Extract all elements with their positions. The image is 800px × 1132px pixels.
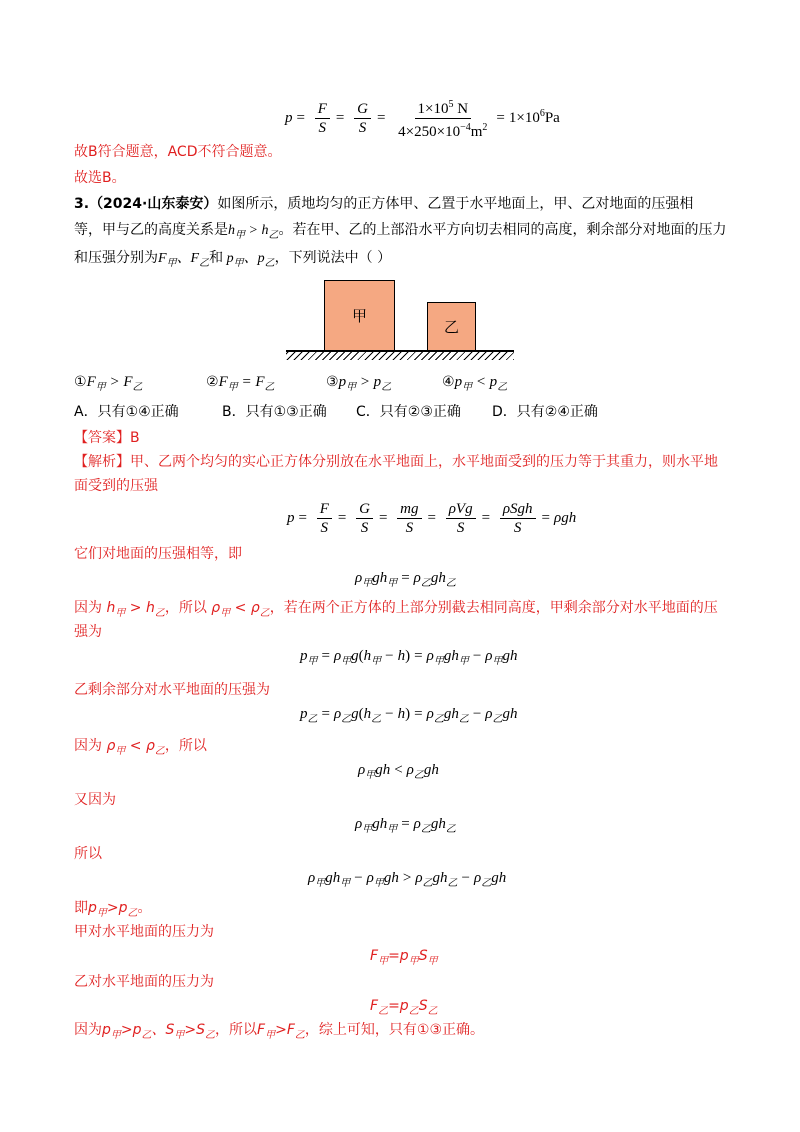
block-jia-label: 甲: [351, 307, 367, 325]
formula-jia-force: $F_甲=p_甲S_甲$: [370, 948, 438, 967]
analysis-line-1: 【解析】甲、乙两个均匀的实心正方体分别放在水平地面上，水平地面受到的压力等于其重力，则水平地: [74, 454, 718, 470]
formula-pressure-general: p = $\frac{F}{S}$ = $\frac{G}{S}$ = $\frac{mg}{S}$ = $\frac{\text{ρVg}}{S}$ = $\frac{\text{ρSgh}}{S}$ = ρgh: [287, 501, 577, 536]
formula-pressure-top: p = $\frac{F}{S}$ = $\frac{G}{S}$ = $\frac{1\times 10^5 N}{4\times 250\times 10^{-4}m^2}$ = $1\times 10^6Pa$: [285, 96, 560, 141]
analysis-so: 所以: [74, 846, 102, 862]
question-line-2: 等，甲与乙的高度关系是$h_甲 > h_乙$。若在甲、乙的上部沿水平方向切去相同的高度，剩余部分对地面的压力: [74, 222, 727, 241]
block-yi-label: 乙: [443, 318, 459, 336]
formula-jia-remain: $p_甲 = \rho_甲g(h_甲 - h) = \rho_甲gh_甲 - \rho_甲gh$: [300, 648, 518, 667]
analysis-because-1-cont: 强为: [74, 624, 102, 640]
formula-yi-remain: $p_乙 = \rho_乙g(h_乙 - h) = \rho_乙gh_乙 - \rho_乙gh$: [300, 706, 518, 725]
block-jia: [324, 280, 395, 351]
option-a: A．只有①④正确: [74, 404, 179, 420]
line-choose-b: 故选B。: [74, 170, 126, 186]
analysis-also: 又因为: [74, 792, 116, 808]
ground-hatch: [286, 352, 514, 360]
block-yi: [427, 302, 476, 351]
formula-equal: $\rho_甲gh_甲 = \rho_乙gh_乙$: [355, 570, 456, 589]
formula-density-compare: $\rho_甲gh < \rho_乙gh$: [358, 762, 439, 781]
analysis-equal-pressure: 它们对地面的压强相等，即: [74, 546, 242, 562]
analysis-conclusion: 即$p_甲>p_乙$。: [74, 900, 152, 919]
analysis-because-2: 因为 $\rho_甲 < \rho_乙$，所以: [74, 738, 207, 757]
answer-line: 【答案】B: [74, 430, 140, 446]
line-b-correct: 故B符合题意，ACD不符合题意。: [74, 144, 282, 160]
option-c: C．只有②③正确: [356, 404, 461, 420]
question-line-3: 和压强分别为$F_甲$、$F_乙$和 $p_甲$、$p_乙$，下列说法中（ ）: [74, 250, 392, 269]
analysis-because-1: 因为 $h_甲 > h_乙$，所以 $\rho_甲 < \rho_乙$，若在两个正方体的上部分别截去相同高度，甲剩余部分对水平地面的压: [74, 600, 718, 619]
formula-equal-2: $\rho_甲gh_甲 = \rho_乙gh_乙$: [355, 816, 456, 835]
formula-yi-force: $F_乙=p_乙S_乙$: [370, 998, 438, 1017]
option-d: D．只有②④正确: [492, 404, 598, 420]
formula-final-compare: $\rho_甲gh_甲 - \rho_甲gh > \rho_乙gh_乙 - \rho_乙gh$: [308, 870, 507, 889]
analysis-jia-force: 甲对水平地面的压力为: [74, 924, 214, 940]
analysis-yi-force: 乙对水平地面的压力为: [74, 974, 214, 990]
question-line-1: 3.（2024·山东泰安）如图所示，质地均匀的正方体甲、乙置于水平地面上，甲、乙对地面的压强相: [74, 196, 694, 212]
option-b: B．只有①③正确: [222, 404, 327, 420]
analysis-line-2: 面受到的压强: [74, 478, 158, 494]
analysis-final: 因为$p_甲>p_乙$、$S_甲>S_乙$，所以$F_甲>F_乙$，综上可知，只有①③正确。: [74, 1022, 484, 1041]
analysis-yi-remain: 乙剩余部分对水平地面的压强为: [74, 682, 270, 698]
